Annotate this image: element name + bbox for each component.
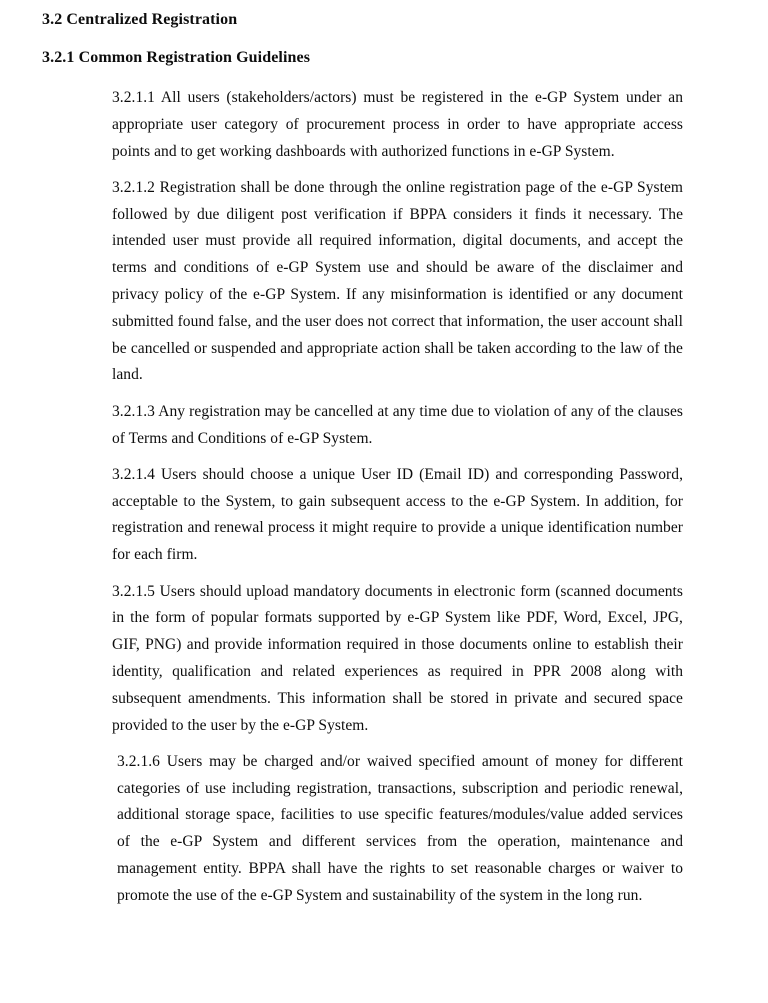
section-heading: 3.2 Centralized Registration [42,11,238,28]
paragraph-3-2-1-6: 3.2.1.6 Users may be charged and/or waived specified amount of money for different categories of use including registration, transactions, subscription and periodic renewal, additional storage space, facilities to use specific features/modules/value added services of the e-GP System and different services from the operation, maintenance and management entity. BPPA shall have the rights to set reasonable charges or waiver to promote the use of the e-GP System and sustainability of the system in the long run. [117,752,683,904]
paragraph-3-2-1-3: 3.2.1.3 Any registration may be cancelled at any time due to violation of any of the clauses of Terms and Conditions of e-GP System. [112,402,683,447]
paragraph-3-2-1-5: 3.2.1.5 Users should upload mandatory documents in electronic form (scanned documents in the form of popular formats supported by e-GP System like PDF, Word, Excel, JPG, GIF, PNG) and provide information required in those documents online to establish their identity, qualification and related experiences as required in PPR 2008 along with subsequent amendments. This information shall be stored in private and secured space provided to the user by the e-GP System. [112,582,683,734]
paragraph-3-2-1-4: 3.2.1.4 Users should choose a unique User ID (Email ID) and corresponding Password, acceptable to the System, to gain subsequent access to the e-GP System. In addition, for registration and renewal process it might require to provide a unique identification number for each firm. [112,465,683,564]
paragraph-3-2-1-1: 3.2.1.1 All users (stakeholders/actors) must be registered in the e-GP System under an appropriate user category of procurement process in order to have appropriate access points and to get working dashboards with authorized functions in e-GP System. [112,89,683,160]
subsection-heading: 3.2.1 Common Registration Guidelines [42,49,311,66]
paragraph-3-2-1-2: 3.2.1.2 Registration shall be done through the online registration page of the e-GP System followed by due diligent post verification if BPPA considers it finds it necessary. The intended user must provide all required information, digital documents, and accept the terms and conditions of e-GP System use and should be aware of the disclaimer and privacy policy of the e-GP System. If any misinformation is identified or any document submitted found false, and the user does not correct that information, the user account shall be cancelled or suspended and appropriate action shall be taken according to the law of the land. [112,178,683,384]
